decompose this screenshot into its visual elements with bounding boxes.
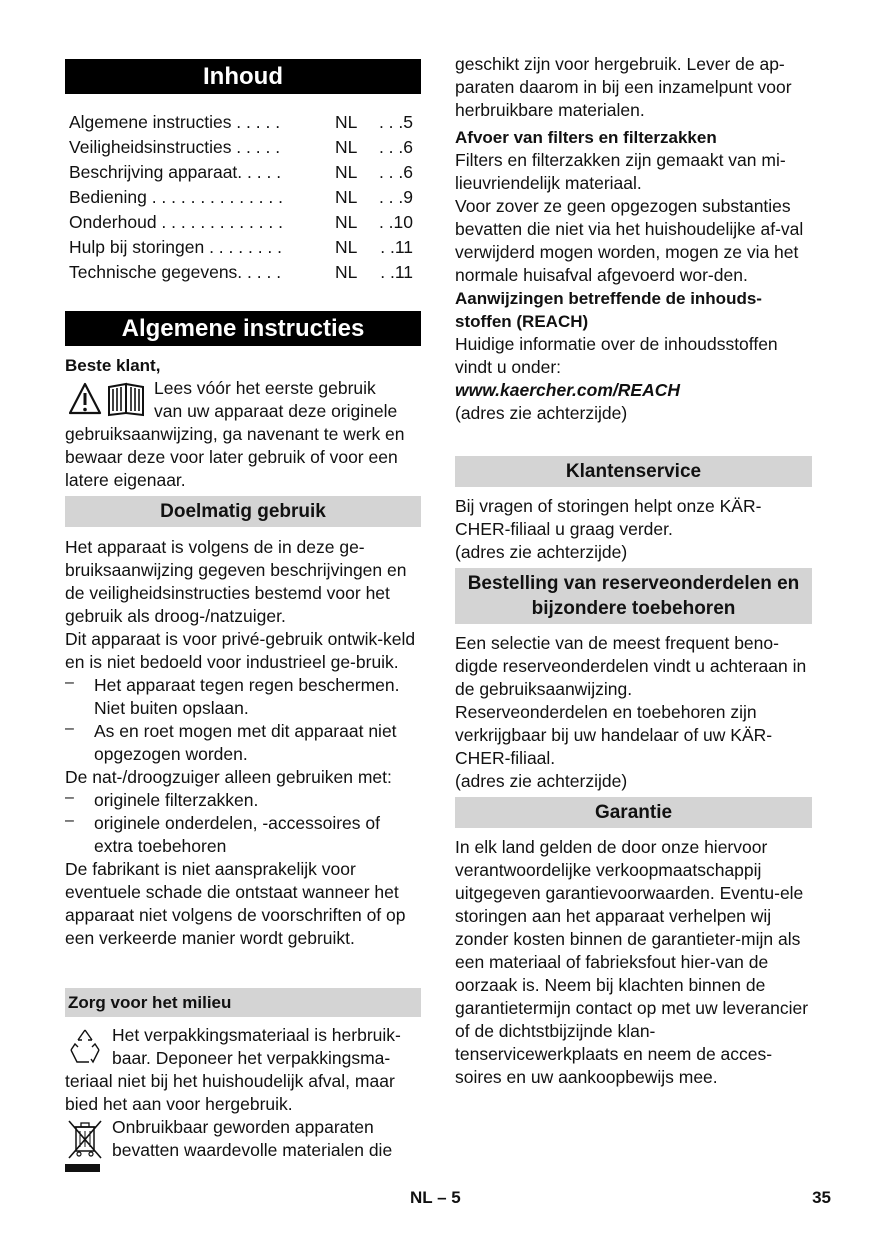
greeting: Beste klant, bbox=[65, 356, 161, 375]
page-number: 35 bbox=[812, 1188, 831, 1207]
toc-page: . .10 bbox=[378, 212, 413, 232]
toc-label: Veiligheidsinstructies . . . . . bbox=[69, 137, 281, 157]
filters-title: Afvoer van filters en filterzakken bbox=[455, 128, 717, 147]
toc-row[interactable] bbox=[69, 235, 421, 260]
toc-page: . . .6 bbox=[378, 162, 413, 182]
toc-language: NL bbox=[335, 212, 358, 232]
reach-url[interactable]: www.kaercher.com/REACH bbox=[455, 380, 680, 400]
bullet-item: – originele onderdelen, -accessoires of extra toebehoren bbox=[65, 812, 380, 856]
warning-manual-icon bbox=[69, 381, 149, 422]
bullet-item: – Het apparaat tegen regen beschermen. Niet buiten opslaan. bbox=[65, 674, 400, 718]
spare-parts-body bbox=[455, 632, 812, 793]
environment-text: teriaal niet bij het huishoudelijk afval, maar bied het aan voor hergebruik. bbox=[65, 1071, 395, 1114]
toc-language: NL bbox=[335, 137, 358, 157]
weee-line-1: Onbruikbaar geworden apparaten bbox=[112, 1117, 374, 1137]
reach-title: Aanwijzingen betreffende de inhouds-stoffen (REACH) bbox=[455, 289, 762, 331]
toc-row[interactable] bbox=[69, 110, 421, 135]
toc-row[interactable] bbox=[69, 260, 421, 285]
warranty-heading: Garantie bbox=[455, 797, 812, 828]
toc-label: Onderhoud . . . . . . . . . . . . . bbox=[69, 212, 283, 232]
intro-line-2: van uw apparaat deze originele bbox=[154, 401, 398, 421]
parts-p2: Reserveonderdelen en toebehoren zijn verkrijgbaar bij uw handelaar of uw KÄR-CHER-filiaal. bbox=[455, 702, 773, 768]
toc-page: . .11 bbox=[380, 262, 413, 282]
environment-line-2: baar. Deponeer het verpakkingsma- bbox=[112, 1048, 391, 1068]
toc-heading: Inhoud bbox=[65, 59, 421, 94]
toc-row[interactable] bbox=[69, 135, 421, 160]
toc-page: . . .5 bbox=[378, 112, 413, 132]
toc-label: Hulp bij storingen . . . . . . . . bbox=[69, 237, 283, 257]
service-text: Bij vragen of storingen helpt onze KÄR-CHER-filiaal u graag verder. bbox=[455, 496, 762, 539]
bullet-item: – originele filterzakken. bbox=[65, 789, 259, 810]
toc-language: NL bbox=[335, 162, 358, 182]
toc-page: . .11 bbox=[380, 237, 413, 257]
crossed-bin-icon bbox=[65, 1118, 105, 1165]
intended-use-p4: De fabrikant is niet aansprakelijk voor eventuele schade die ontstaat wanneer het apparaat niet volgens de voorschriften of op een verkeerde manier wordt gebruikt. bbox=[65, 859, 406, 948]
toc-row[interactable] bbox=[69, 210, 421, 235]
warranty-body bbox=[455, 836, 812, 1089]
toc-label: Technische gegevens. . . . . bbox=[69, 262, 282, 282]
parts-address: (adres zie achterzijde) bbox=[455, 771, 628, 791]
toc-page: . . .9 bbox=[378, 187, 413, 207]
intended-use-heading: Doelmatig gebruik bbox=[65, 496, 421, 527]
toc-row[interactable] bbox=[69, 185, 421, 210]
intro-line-1: Lees vóór het eerste gebruik bbox=[154, 378, 376, 398]
intended-use-p2: Dit apparaat is voor privé-gebruik ontwik-keld en is niet bedoeld voor industrieel ge-bruik. bbox=[65, 629, 416, 672]
weee-line-2: bevatten waardevolle materialen die bbox=[112, 1140, 393, 1160]
toc-label: Algemene instructies . . . . . bbox=[69, 112, 281, 132]
toc-row[interactable] bbox=[69, 160, 421, 185]
table-of-contents bbox=[69, 110, 421, 285]
environment-body bbox=[65, 1024, 421, 1172]
spare-parts-heading: Bestelling van reserveonderdelen en bijzondere toebehoren bbox=[455, 568, 812, 624]
environment-continued bbox=[455, 53, 812, 425]
toc-language: NL bbox=[335, 237, 358, 257]
environment-heading: Zorg voor het milieu bbox=[65, 988, 421, 1017]
environment-line-1: Het verpakkingsmateriaal is herbruik- bbox=[112, 1025, 401, 1045]
intended-use-p1: Het apparaat is volgens de in deze ge-bruiksaanwijzing gegeven beschrijvingen en de veiligheidsinstructies bestemd voor het gebruik als droog-/natzuiger. bbox=[65, 537, 407, 626]
toc-language: NL bbox=[335, 262, 358, 282]
filters-p2: Voor zover ze geen opgezogen substanties bevatten die niet via het huishoudelijke af-val verwijderd mogen worden, mogen ze via het normale huisafval afgevoerd wor-den. bbox=[455, 196, 804, 285]
filters-p1: Filters en filterzakken zijn gemaakt van mi-lieuvriendelijk materiaal. bbox=[455, 150, 786, 193]
toc-label: Bediening . . . . . . . . . . . . . . bbox=[69, 187, 283, 207]
footer-lang-page: NL – 5 bbox=[410, 1188, 461, 1207]
toc-label: Beschrijving apparaat. . . . . bbox=[69, 162, 282, 182]
bullet-item: – As en roet mogen met dit apparaat niet opgezogen worden. bbox=[65, 720, 397, 764]
general-instructions-heading: Algemene instructies bbox=[65, 311, 421, 346]
warranty-text: In elk land gelden de door onze hiervoor verantwoordelijke verkoopmaatschappij uitgegeven garantievoorwaarden. Eventu-ele storingen aan het apparaat verhelpen wij zonder kosten binnen de garantieter-mijn als een materiaal of fabrieksfout hier-van de oorzaak is. Neem bij klachten binnen de garantietermijn contact op met uw leverancier of de dichtstbijzijnde klan-tenservicewerkplaats en neem de acces-soires en uw aankoopbewijs mee. bbox=[455, 837, 809, 1087]
recycle-icon bbox=[65, 1026, 105, 1071]
toc-page: . . .6 bbox=[378, 137, 413, 157]
general-intro bbox=[65, 354, 421, 492]
parts-p1: Een selectie van de meest frequent beno-digde reserveonderdelen vindt u achteraan in de gebruiksaanwijzing. bbox=[455, 633, 807, 699]
weee-continued: geschikt zijn voor hergebruik. Lever de ap-paraten daarom in bij een inzamelpunt voor herbruikbare materialen. bbox=[455, 54, 792, 120]
toc-language: NL bbox=[335, 112, 358, 132]
reach-address: (adres zie achterzijde) bbox=[455, 403, 628, 423]
customer-service-heading: Klantenservice bbox=[455, 456, 812, 487]
weee-bar bbox=[65, 1164, 100, 1172]
intro-text: gebruiksaanwijzing, ga navenant te werk en bewaar deze voor later gebruik of voor een latere eigenaar. bbox=[65, 424, 405, 490]
customer-service-body bbox=[455, 495, 812, 564]
toc-language: NL bbox=[335, 187, 358, 207]
intended-use-body bbox=[65, 536, 421, 950]
reach-text: Huidige informatie over de inhoudsstoffen vindt u onder: bbox=[455, 334, 778, 377]
service-address: (adres zie achterzijde) bbox=[455, 542, 628, 562]
intended-use-p3: De nat-/droogzuiger alleen gebruiken met: bbox=[65, 767, 392, 787]
